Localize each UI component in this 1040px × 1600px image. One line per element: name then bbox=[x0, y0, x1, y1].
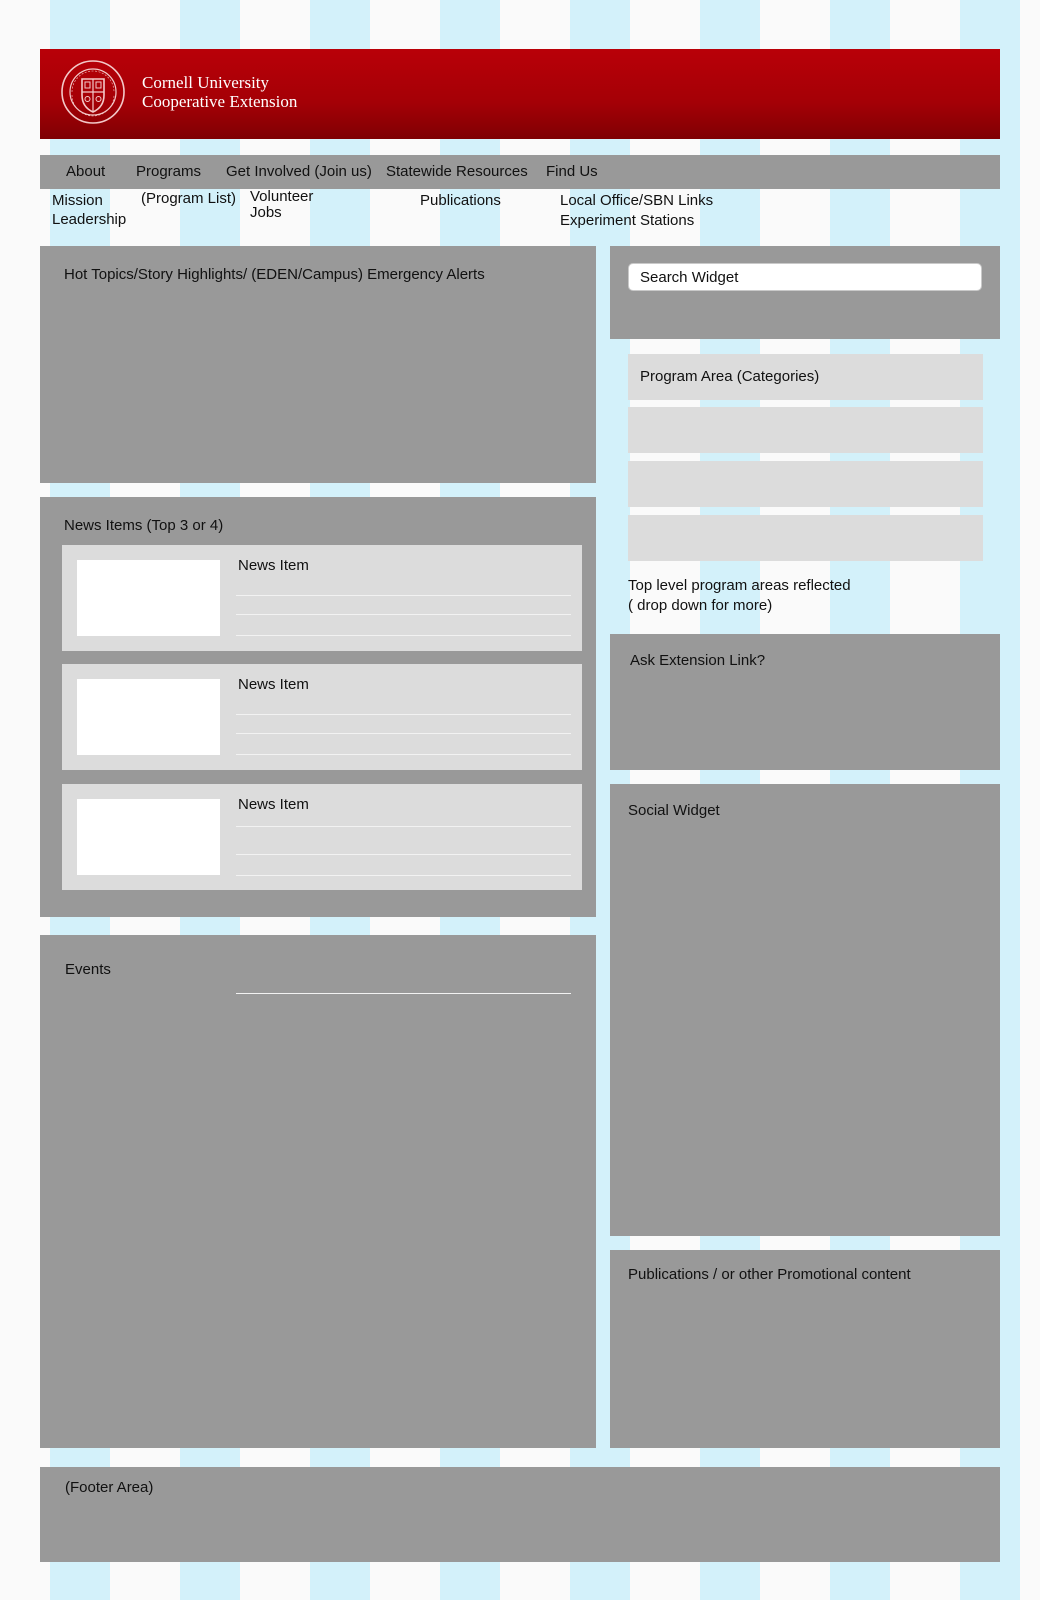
news-item-title[interactable]: News Item bbox=[238, 557, 309, 574]
news-thumbnail[interactable] bbox=[77, 560, 220, 636]
program-area-category[interactable] bbox=[628, 354, 983, 400]
submenu-jobs[interactable]: Jobs bbox=[250, 204, 282, 221]
submenu-mission[interactable]: Mission bbox=[52, 192, 103, 209]
hot-topics-panel bbox=[40, 246, 596, 483]
events-divider bbox=[236, 993, 571, 994]
nav-get-involved[interactable]: Get Involved (Join us) bbox=[226, 163, 372, 180]
news-item-title[interactable]: News Item bbox=[238, 676, 309, 693]
program-area-category[interactable] bbox=[628, 515, 983, 561]
org-name-line1: Cornell University bbox=[142, 73, 270, 92]
search-input[interactable] bbox=[628, 263, 982, 291]
news-summary-line bbox=[236, 875, 571, 876]
news-summary-line bbox=[236, 614, 571, 615]
news-card[interactable] bbox=[62, 545, 582, 651]
news-summary-line bbox=[236, 754, 571, 755]
cornell-seal-icon[interactable] bbox=[60, 59, 126, 125]
search-panel bbox=[610, 246, 1000, 339]
footer bbox=[40, 1467, 1000, 1562]
news-item-title[interactable]: News Item bbox=[238, 796, 309, 813]
submenu-leadership[interactable]: Leadership bbox=[52, 211, 127, 228]
news-summary-line bbox=[236, 826, 571, 827]
news-summary-line bbox=[236, 595, 571, 596]
nav-statewide-resources[interactable]: Statewide Resources bbox=[386, 163, 528, 180]
ask-extension-link[interactable]: Ask Extension Link? bbox=[630, 652, 766, 669]
submenu-experiment-stations[interactable]: Experiment Stations bbox=[560, 212, 695, 229]
submenu-publications[interactable]: Publications bbox=[420, 192, 501, 209]
news-label: News Items (Top 3 or 4) bbox=[64, 517, 224, 534]
publications-panel bbox=[610, 1250, 1000, 1448]
program-area-category[interactable] bbox=[628, 407, 983, 453]
news-summary-line bbox=[236, 635, 571, 636]
social-widget-panel bbox=[610, 784, 1000, 1236]
nav-programs[interactable]: Programs bbox=[136, 163, 202, 180]
submenu-volunteer[interactable]: Volunteer bbox=[250, 188, 314, 205]
program-area-label: Program Area (Categories) bbox=[640, 368, 820, 385]
program-area-category[interactable] bbox=[628, 461, 983, 507]
news-summary-line bbox=[236, 714, 571, 715]
submenu-program-list[interactable]: (Program List) bbox=[141, 190, 237, 207]
news-card[interactable] bbox=[62, 664, 582, 770]
main-nav bbox=[40, 155, 1000, 189]
submenu-local-office-links[interactable]: Local Office/SBN Links bbox=[560, 192, 714, 209]
events-panel bbox=[40, 935, 596, 1448]
footer-label: (Footer Area) bbox=[65, 1479, 154, 1496]
site-header bbox=[40, 49, 1000, 139]
hot-topics-label: Hot Topics/Story Highlights/ (EDEN/Campus) Emergency Alerts bbox=[64, 266, 485, 283]
program-area-note-line2: ( drop down for more) bbox=[628, 597, 773, 614]
org-name-line2: Cooperative Extension bbox=[142, 92, 298, 111]
ask-extension-panel[interactable] bbox=[610, 634, 1000, 770]
news-thumbnail[interactable] bbox=[77, 799, 220, 875]
events-label: Events bbox=[65, 961, 111, 978]
program-area-note-line1: Top level program areas reflected bbox=[628, 577, 851, 594]
nav-about[interactable]: About bbox=[66, 163, 106, 180]
news-summary-line bbox=[236, 854, 571, 855]
nav-find-us[interactable]: Find Us bbox=[546, 163, 598, 180]
news-card[interactable] bbox=[62, 784, 582, 890]
publications-label: Publications / or other Promotional content bbox=[628, 1266, 911, 1283]
news-thumbnail[interactable] bbox=[77, 679, 220, 755]
social-widget-label: Social Widget bbox=[628, 802, 720, 819]
news-summary-line bbox=[236, 733, 571, 734]
